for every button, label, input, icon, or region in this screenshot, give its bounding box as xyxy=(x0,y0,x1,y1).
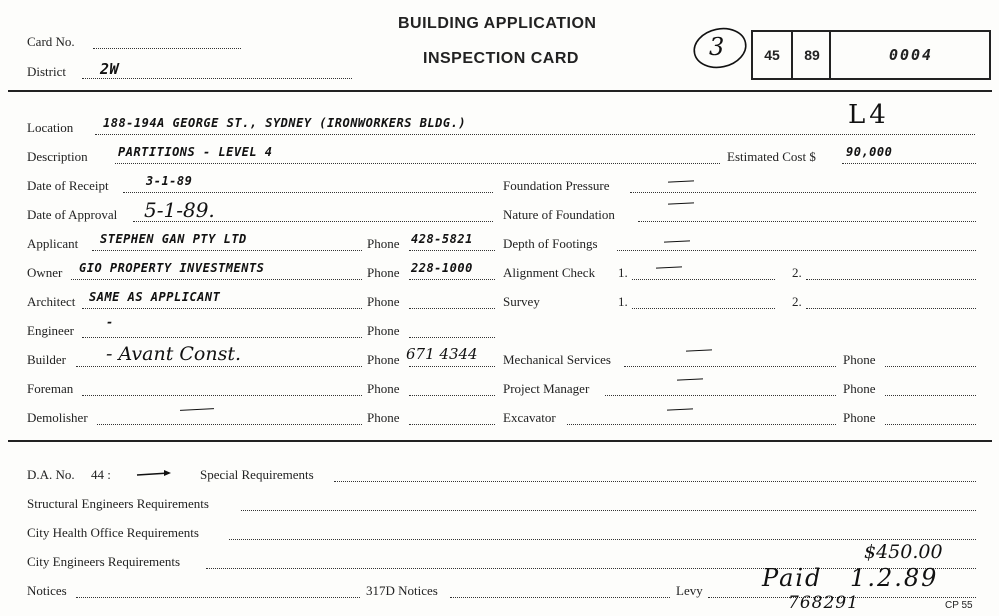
alignment-check-opt1: 1. xyxy=(618,265,628,280)
demolisher-line xyxy=(97,424,362,425)
demolisher-phone-line xyxy=(409,424,495,425)
excavator-dash xyxy=(667,408,693,410)
demolisher-phone-label: Phone xyxy=(367,410,400,425)
ref-cell-3: 0004 xyxy=(829,32,991,78)
date-of-approval-value: 5-1-89. xyxy=(144,198,215,222)
survey-opt2: 2. xyxy=(792,294,802,309)
excavator-line xyxy=(567,424,836,425)
da-no-value: 44 : xyxy=(91,467,111,482)
survey-opt1: 1. xyxy=(618,294,628,309)
notices-317d-line xyxy=(450,597,670,598)
engineer-label: Engineer xyxy=(27,323,74,338)
mechanical-services-phone-line xyxy=(885,366,976,367)
engineer-phone-line xyxy=(409,337,495,338)
project-manager-line xyxy=(605,395,836,396)
mechanical-services-label: Mechanical Services xyxy=(503,352,611,367)
builder-line xyxy=(76,366,362,367)
top-divider xyxy=(8,90,992,92)
location-value: 188-194A GEORGE ST., SYDNEY (IRONWORKERS BLDG.) xyxy=(103,116,467,130)
owner-label: Owner xyxy=(27,265,63,280)
project-manager-phone-label: Phone xyxy=(843,381,876,396)
owner-line xyxy=(71,279,362,280)
form-title-line2: INSPECTION CARD xyxy=(423,50,579,67)
depth-of-footings-line xyxy=(617,250,976,251)
notices-line xyxy=(76,597,360,598)
form-title-line1: BUILDING APPLICATION xyxy=(398,15,597,32)
structural-engineers-line xyxy=(241,510,976,511)
owner-phone-value: 228-1000 xyxy=(411,261,473,275)
excavator-phone-line xyxy=(885,424,976,425)
project-manager-phone-line xyxy=(885,395,976,396)
card-no-line xyxy=(93,48,241,49)
foundation-pressure-line xyxy=(630,192,976,193)
depth-of-footings-label: Depth of Footings xyxy=(503,236,598,251)
survey-line1 xyxy=(632,308,775,309)
applicant-phone-line xyxy=(409,250,495,251)
notices-317d-label: 317D Notices xyxy=(366,583,438,598)
description-value: PARTITIONS - LEVEL 4 xyxy=(118,145,273,159)
city-health-line xyxy=(229,539,976,540)
mechanical-services-line xyxy=(624,366,836,367)
engineer-phone-label: Phone xyxy=(367,323,400,338)
location-label: Location xyxy=(27,120,74,135)
corner-mark: L4 xyxy=(848,100,890,130)
ref-cell-2: 89 xyxy=(791,32,831,78)
mechanical-services-phone-label: Phone xyxy=(843,352,876,367)
arrow-icon xyxy=(135,468,175,480)
receipt-number: 768291 xyxy=(788,593,859,613)
builder-label: Builder xyxy=(27,352,66,367)
form-code: CP 55 xyxy=(945,600,973,611)
demolisher-dash xyxy=(180,408,214,411)
location-line xyxy=(95,134,975,135)
alignment-check-dash xyxy=(656,266,682,268)
engineer-line xyxy=(82,337,362,338)
demolisher-label: Demolisher xyxy=(27,410,88,425)
reference-number-box xyxy=(751,30,991,80)
paid-note: Paid 1.2.89 xyxy=(762,564,939,592)
builder-phone-value: 671 4344 xyxy=(406,345,478,363)
foreman-label: Foreman xyxy=(27,381,74,396)
district-line xyxy=(82,78,352,79)
architect-phone-line xyxy=(409,308,495,309)
owner-phone-label: Phone xyxy=(367,265,400,280)
special-requirements-label: Special Requirements xyxy=(200,467,314,482)
applicant-label: Applicant xyxy=(27,236,79,251)
architect-line xyxy=(82,308,362,309)
levy-label: Levy xyxy=(676,583,703,598)
alignment-check-opt2: 2. xyxy=(792,265,802,280)
builder-phone-label: Phone xyxy=(367,352,400,367)
foundation-pressure-label: Foundation Pressure xyxy=(503,178,610,193)
applicant-value: STEPHEN GAN PTY LTD xyxy=(100,232,247,246)
special-requirements-line xyxy=(334,481,976,482)
levy-amount: $450.00 xyxy=(864,541,943,563)
ref-cell-1: 45 xyxy=(764,47,780,63)
city-health-label: City Health Office Requirements xyxy=(27,525,199,540)
depth-of-footings-dash xyxy=(664,240,690,242)
architect-phone-label: Phone xyxy=(367,294,400,309)
date-of-receipt-line xyxy=(123,192,493,193)
foreman-line xyxy=(82,395,362,396)
alignment-check-label: Alignment Check xyxy=(503,265,596,280)
applicant-phone-value: 428-5821 xyxy=(411,232,473,246)
mechanical-services-dash xyxy=(686,349,712,351)
structural-engineers-label: Structural Engineers Requirements xyxy=(27,496,209,511)
excavator-phone-label: Phone xyxy=(843,410,876,425)
card-no-label: Card No. xyxy=(27,34,75,49)
district-label: District xyxy=(27,64,66,79)
date-of-approval-label: Date of Approval xyxy=(27,207,118,222)
survey-label: Survey xyxy=(503,294,540,309)
da-no-label: D.A. No. xyxy=(27,467,75,482)
description-label: Description xyxy=(27,149,88,164)
architect-value: SAME AS APPLICANT xyxy=(89,290,221,304)
applicant-line xyxy=(92,250,362,251)
date-of-receipt-label: Date of Receipt xyxy=(27,178,109,193)
date-of-receipt-value: 3-1-89 xyxy=(146,174,193,188)
project-manager-label: Project Manager xyxy=(503,381,590,396)
district-value: 2W xyxy=(100,60,120,78)
project-manager-dash xyxy=(677,378,703,380)
alignment-check-line2 xyxy=(806,279,976,280)
architect-label: Architect xyxy=(27,294,76,309)
foreman-phone-line xyxy=(409,395,495,396)
nature-of-foundation-line xyxy=(638,221,976,222)
survey-line2 xyxy=(806,308,976,309)
circled-number: 3 xyxy=(709,33,725,61)
foreman-phone-label: Phone xyxy=(367,381,400,396)
notices-label: Notices xyxy=(27,583,67,598)
owner-value: GIO PROPERTY INVESTMENTS xyxy=(79,261,265,275)
middle-divider xyxy=(8,440,992,442)
estimated-cost-value: 90,000 xyxy=(846,145,893,159)
builder-value: - Avant Const. xyxy=(106,343,242,365)
builder-phone-line xyxy=(409,366,495,367)
city-engineers-label: City Engineers Requirements xyxy=(27,554,181,569)
owner-phone-line xyxy=(409,279,495,280)
alignment-check-line1 xyxy=(632,279,775,280)
estimated-cost-label: Estimated Cost $ xyxy=(727,149,816,164)
foundation-pressure-dash xyxy=(668,180,694,182)
description-line xyxy=(115,163,720,164)
estimated-cost-line xyxy=(842,163,976,164)
nature-of-foundation-dash xyxy=(668,202,694,204)
engineer-value: - xyxy=(106,315,114,329)
excavator-label: Excavator xyxy=(503,410,556,425)
applicant-phone-label: Phone xyxy=(367,236,400,251)
nature-of-foundation-label: Nature of Foundation xyxy=(503,207,615,222)
